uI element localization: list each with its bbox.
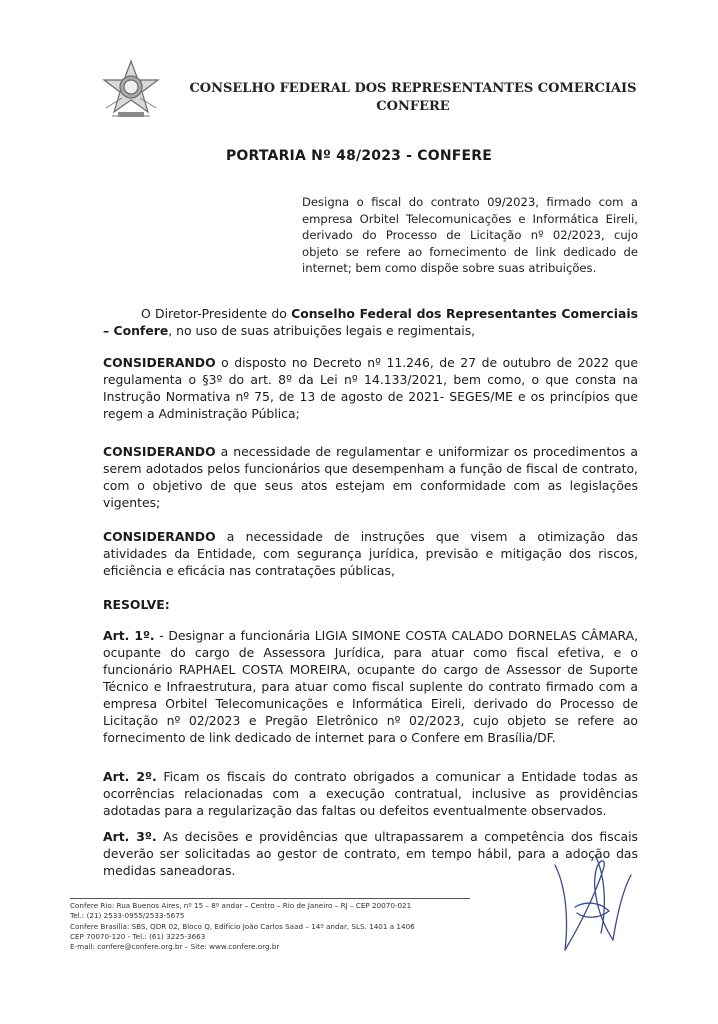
considerando-label: CONSIDERANDO <box>103 355 216 370</box>
article-text: Ficam os fiscais do contrato obrigados a comunicar a Entidade todas as ocorrências relacionadas com a execução contratual, inclusive as providências adotadas para a regularização das faltas ou defeitos eventualmente observados. <box>103 769 638 818</box>
article-label: Art. 3º. <box>103 829 157 844</box>
considerando-label: CONSIDERANDO <box>103 529 216 544</box>
considerando-label: CONSIDERANDO <box>103 444 216 459</box>
article-text: - Designar a funcionária LIGIA SIMONE COSTA CALADO DORNELAS CÂMARA, ocupante do cargo de Assessora Jurídica, para atuar como fiscal efetiva, e o funcionário RAPHAEL COSTA MOREIRA, ocupante do cargo de Assessor de Suporte Técnico e Infraestrutura, para atuar como fiscal suplente do contrato firmado com a empresa Orbitel Telecomunicações e Informática Eireli, derivado do Processo de Licitação nº 02/2023 e Pregão Eletrônico nº 02/2023, cujo objeto se refere ao fornecimento de link dedicado de internet para o Confere em Brasília/DF. <box>103 628 639 745</box>
coat-of-arms-seal <box>100 58 162 120</box>
document-title: PORTARIA Nº 48/2023 - CONFERE <box>225 148 493 164</box>
organization-name-line1: CONSELHO FEDERAL DOS REPRESENTANTES COMERCIAIS <box>189 81 637 96</box>
organization-name-line2: CONFERE <box>376 99 450 114</box>
preamble-rest: , no uso de suas atribuições legais e regimentais, <box>168 323 476 338</box>
considerando-paragraph-2 <box>103 443 638 511</box>
letterhead <box>100 58 660 128</box>
resolve-heading: RESOLVE: <box>103 597 170 612</box>
footer-line: Confere Brasília: SBS, QDR 02, Bloco Q, Edifício João Carlos Saad – 14º andar, SLS. 1401 a 1406 <box>70 921 415 931</box>
preamble-paragraph <box>103 305 638 339</box>
handwritten-signature <box>535 845 645 965</box>
footer-line: Confere Rio: Rua Buenos Aires, nº 15 – 8º andar – Centro – Rio de Janeiro – RJ – CEP 20070-021 <box>70 901 412 910</box>
article-1 <box>103 627 638 746</box>
considerando-paragraph-1 <box>103 354 638 422</box>
preamble-lead: O Diretor-Presidente do <box>141 306 292 321</box>
article-label: Art. 1º. <box>103 628 155 643</box>
footer-line: Tel.: (21) 2533-0955/2533-5675 <box>70 911 185 921</box>
footer-line: E-mail: confere@confere.org.br – Site: www.confere.org.br <box>70 942 280 952</box>
footer-line: CEP 70070-120 - Tel.: (61) 3225-3663 <box>70 931 206 941</box>
preamble-entity: Conselho Federal dos Representantes Comerciais – Confere <box>103 306 639 338</box>
page-footer <box>70 898 470 952</box>
considerando-paragraph-3 <box>103 528 638 579</box>
ementa-summary: Designa o fiscal do contrato 09/2023, firmado com a empresa Orbitel Telecomunicações e Informática Eireli, derivado do Processo de Licitação nº 02/2023, cujo objeto se refere ao fornecimento de link dedicado de internet; bem como dispõe sobre suas atribuições. <box>302 195 638 275</box>
article-label: Art. 2º. <box>103 769 157 784</box>
article-2 <box>103 768 638 819</box>
organization-name <box>178 80 648 116</box>
considerando-text: a necessidade de regulamentar e uniformizar os procedimentos a serem adotados pelos funcionários que desempenham a função de fiscal de contrato, com o objetivo de que seus atos estejam em conformidade com as legislações vigentes; <box>103 444 638 510</box>
considerando-text: a necessidade de instruções que visem a otimização das atividades da Entidade, com segurança jurídica, previsão e mitigação dos riscos, eficiência e eficácia nas contratações públicas, <box>103 529 638 578</box>
considerando-text: o disposto no Decreto nº 11.246, de 27 de outubro de 2022 que regulamenta o §3º do art. 8º da Lei nº 14.133/2021, bem como, o que consta na Instrução Normativa nº 75, de 13 de agosto de 2021- SEGES/ME e os princípios que regem a Administração Pública; <box>103 355 638 421</box>
article-text: As decisões e providências que ultrapassarem a competência dos fiscais deverão ser solicitadas ao gestor de contrato, em tempo hábil, para a adoção das medidas saneadoras. <box>103 829 638 878</box>
